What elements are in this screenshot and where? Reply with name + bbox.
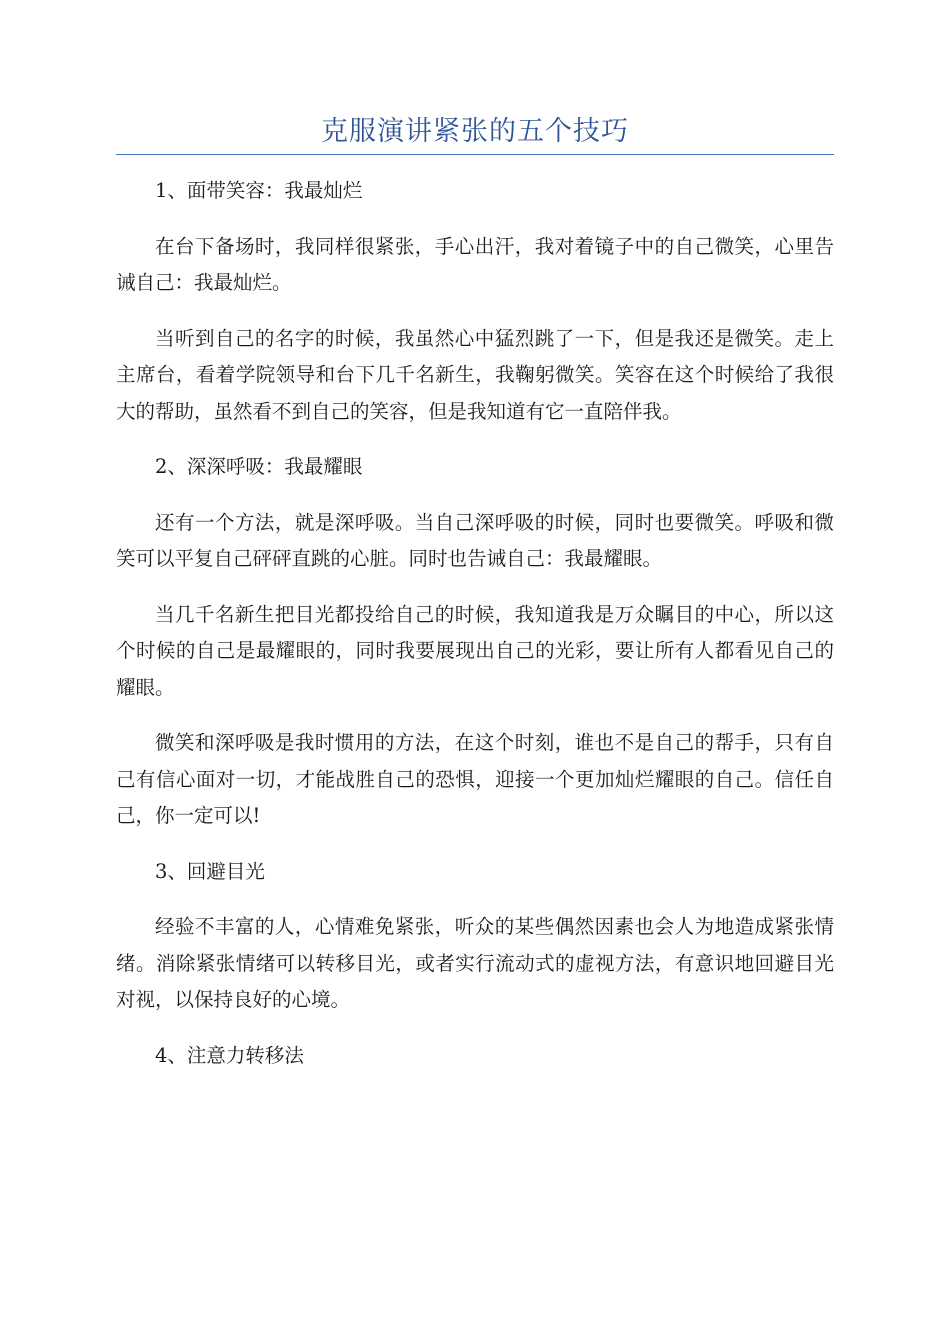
section-heading-4: 4、注意力转移法 [155, 1043, 304, 1067]
paragraph: 当几千名新生把目光都投给自己的时候，我知道我是万众瞩目的中心，所以这个时候的自己是最耀眼的，同时我要展现出自己的光彩，要让所有人都看见自己的耀眼。 [116, 602, 834, 699]
section-heading-2: 2、深深呼吸：我最耀眼 [155, 455, 363, 478]
section-heading-1: 1、面带笑容：我最灿烂 [155, 179, 363, 202]
paragraph: 当听到自己的名字的时候，我虽然心中猛烈跳了一下，但是我还是微笑。走上主席台，看着学院领导和台下几千名新生，我鞠躬微笑。笑容在这个时候给了我很大的帮助，虽然看不到自己的笑容，但是我知道有它一直陪伴我。 [116, 326, 834, 423]
title-underline [116, 154, 834, 155]
section-heading-3: 3、回避目光 [155, 859, 265, 883]
paragraph: 经验不丰富的人，心情难免紧张，听众的某些偶然因素也会人为地造成紧张情绪。消除紧张情绪可以转移目光，或者实行流动式的虚视方法，有意识地回避目光对视，以保持良好的心境。 [116, 915, 834, 1011]
paragraph: 还有一个方法，就是深呼吸。当自己深呼吸的时候，同时也要微笑。呼吸和微笑可以平复自己砰砰直跳的心脏。同时也告诫自己：我最耀眼。 [116, 510, 834, 570]
document-page [116, 112, 834, 1093]
paragraph: 在台下备场时，我同样很紧张，手心出汗，我对着镜子中的自己微笑，心里告诫自己：我最灿烂。 [116, 234, 834, 294]
paragraph: 微笑和深呼吸是我时惯用的方法，在这个时刻，谁也不是自己的帮手，只有自己有信心面对一切，才能战胜自己的恐惧，迎接一个更加灿烂耀眼的自己。信任自己，你一定可以! [116, 731, 834, 827]
document-body [116, 173, 834, 1074]
document-title: 克服演讲紧张的五个技巧 [321, 116, 629, 147]
